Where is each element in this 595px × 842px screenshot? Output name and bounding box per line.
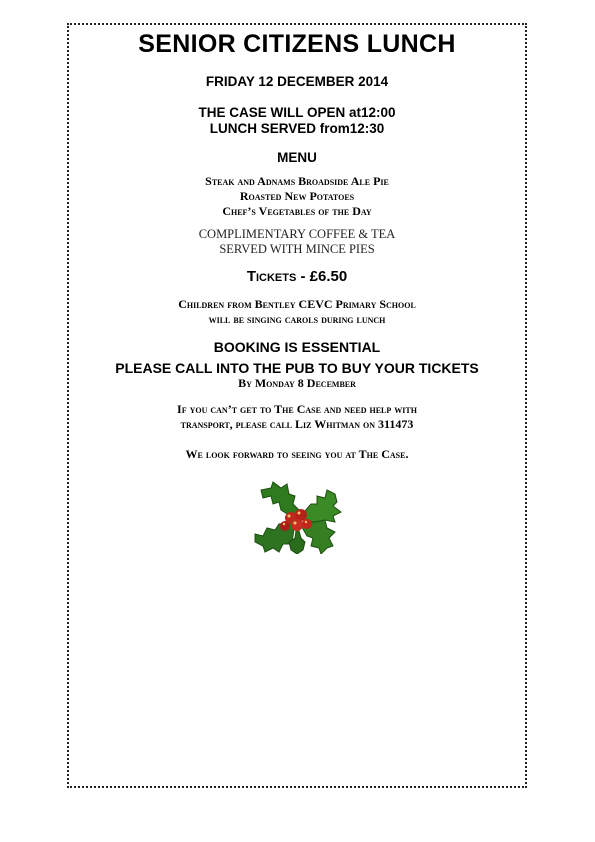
carols-line: will be singing carols during lunch — [208, 312, 386, 326]
menu-item: Steak and Adnams Broadside Ale Pie — [205, 174, 389, 188]
menu-item: Chef’s Vegetables of the Day — [222, 204, 372, 218]
page-title: SENIOR CITIZENS LUNCH — [138, 30, 456, 58]
berry-shine — [283, 523, 285, 525]
extras — [67, 227, 527, 257]
transport-line: transport, please call Liz Whitman on 311473 — [180, 417, 414, 431]
extras-line: SERVED WITH MINCE PIES — [219, 242, 375, 256]
transport-note — [67, 402, 527, 432]
booking-heading: BOOKING IS ESSENTIAL — [213, 339, 381, 355]
berry-shine — [294, 522, 297, 525]
berry-shine — [288, 515, 291, 518]
berry-shine — [305, 521, 307, 523]
menu-list — [67, 174, 527, 219]
lunch-time: LUNCH SERVED from12:30 — [209, 121, 385, 136]
closing-message: We look forward to seeing you at The Case. — [185, 447, 409, 461]
carols-line: Children from Bentley CEVC Primary School — [178, 297, 416, 311]
flyer — [67, 23, 527, 554]
menu-item: Roasted New Potatoes — [239, 189, 355, 203]
event-times — [67, 105, 527, 137]
event-date: FRIDAY 12 DECEMBER 2014 — [205, 74, 389, 89]
holly-berry — [302, 519, 312, 529]
transport-line: If you can’t get to The Case and need help with — [177, 402, 417, 416]
carols-note — [67, 297, 527, 327]
menu-heading: MENU — [277, 150, 317, 165]
berry-shine — [298, 512, 301, 515]
opening-time: THE CASE WILL OPEN at12:00 — [198, 105, 396, 120]
holly-berry — [291, 519, 303, 531]
holly-icon — [251, 480, 343, 554]
extras-line: COMPLIMENTARY COFFEE & TEA — [198, 227, 396, 241]
booking-instruction: PLEASE CALL INTO THE PUB TO BUY YOUR TICKETS — [115, 360, 479, 376]
ticket-price: Tickets - £6.50 — [246, 268, 348, 285]
holly-berry — [280, 521, 290, 531]
booking-deadline: By Monday 8 December — [238, 376, 356, 390]
